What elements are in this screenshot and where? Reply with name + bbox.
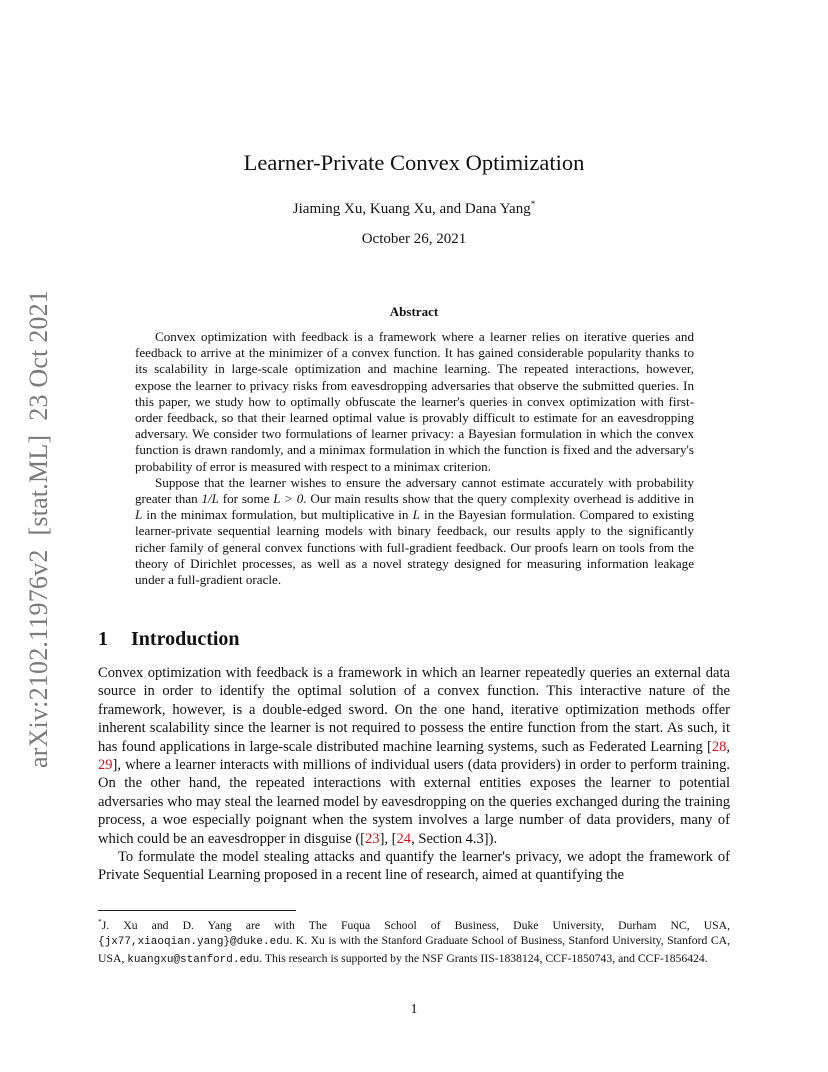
arxiv-id: arXiv:2102.11976v2	[24, 549, 53, 769]
citation-link[interactable]: 29	[98, 757, 113, 774]
abstract-paragraph: Suppose that the learner wishes to ensure the adversary cannot estimate accurately with probability greater than 1/L for some L > 0. Our main results show that the query complexity overhead is additive in L in the minimax formulation, but multiplicative in L in the Bayesian formulation. Compared to existing learner-private sequential learning models with binary feedback, our results apply to the significantly richer family of general convex functions with full-gradient feedback. Our proofs learn on tools from the theory of Dirichlet processes, as well as a novel strategy designed for measuring information leakage under a full-gradient oracle.	[135, 474, 695, 588]
citation-link[interactable]: 24	[396, 830, 412, 847]
arxiv-identifier-stamp	[24, 284, 54, 774]
author-list	[0, 199, 828, 218]
citation-link[interactable]: 28	[711, 738, 727, 755]
section-number: 1	[98, 628, 108, 650]
page-number: 1	[410, 1002, 418, 1017]
section-title: Introduction	[131, 628, 240, 650]
arxiv-category: [stat.ML]	[24, 434, 53, 536]
arxiv-date: 23 Oct 2021	[24, 289, 53, 421]
abstract-body	[135, 329, 694, 588]
section-heading-introduction	[98, 628, 240, 651]
paper-title: Learner-Private Convex Optimization	[243, 150, 585, 175]
author-footnote-mark: *	[530, 199, 536, 209]
email-address: {jx77,xiaoqian.yang}@duke.edu	[98, 936, 290, 949]
math-inline: L	[412, 507, 420, 523]
footnote-divider	[98, 910, 296, 911]
paper-date: October 26, 2021	[361, 231, 467, 247]
introduction-body	[98, 664, 730, 885]
abstract-paragraph: Convex optimization with feedback is a framework where a learner relies on iterative queries and feedback to arrive at the minimizer of a convex function. It has gained considerable popularity thanks to its scalability in large-scale optimization and machine learning. The repeated interactions, however, expose the learner to privacy risks from eavesdropping adversaries that observe the submitted queries. In this paper, we study how to optimally obfuscate the learner's queries in convex optimization with first-order feedback, so that their learned optimal value is provably difficult to estimate for an eavesdropping adversary. We consider two formulations of learner privacy: a Bayesian formulation in which the convex function is drawn randomly, and a minimax formulation in which the function is fixed and the adversary's probability of error is measured with respect to a minimax criterion.	[135, 329, 694, 474]
footnote: *J. Xu and D. Yang are with The Fuqua School of Business, Duke University, Durham NC, USA, {jx77,xiaoqian.yang}@duke.edu. K. Xu is with the Stanford Graduate School of Business, Stanford University, Stanford CA, USA, kuangxu@stanford.edu. This research is supported by the NSF Grants IIS-1838124, CCF-1850743, and CCF-1856424.	[98, 917, 730, 966]
math-inline: 1/L	[201, 491, 219, 507]
math-inline: L > 0	[273, 491, 304, 507]
citation-link[interactable]: 23	[365, 830, 380, 847]
math-inline: L	[135, 507, 143, 523]
body-paragraph: To formulate the model stealing attacks and quantify the learner's privacy, we adopt the framework of Private Sequential Learning proposed in a recent line of research, aimed at quantifying the	[98, 849, 730, 884]
body-paragraph: Convex optimization with feedback is a framework in which an learner repeatedly queries an external data source in order to identify the optimal solution of a convex function. This interactive nature of the framework, however, is a double-edged sword. On the one hand, iterative optimization methods offer inherent scalability since the learner is not required to possess the entire function from the start. As such, it has found applications in large-scale distributed machine learning systems, such as Federated Learning [28, 29], where a learner interacts with millions of individual users (data providers) in order to perform training. On the other hand, the repeated interactions with external entities exposes the learner to potential adversaries who may steal the learned model by eavesdropping on the queries exchanged during the training process, a woe especially poignant when the system involves a large number of data providers, many of which could be an eavesdropper in disguise ([23], [24, Section 4.3]).	[98, 665, 730, 847]
email-address: kuangxu@stanford.edu	[127, 953, 260, 966]
abstract-heading: Abstract	[389, 304, 439, 319]
footnote-mark: *	[98, 917, 102, 926]
author-names: Jiaming Xu, Kuang Xu, and Dana Yang	[292, 201, 531, 217]
